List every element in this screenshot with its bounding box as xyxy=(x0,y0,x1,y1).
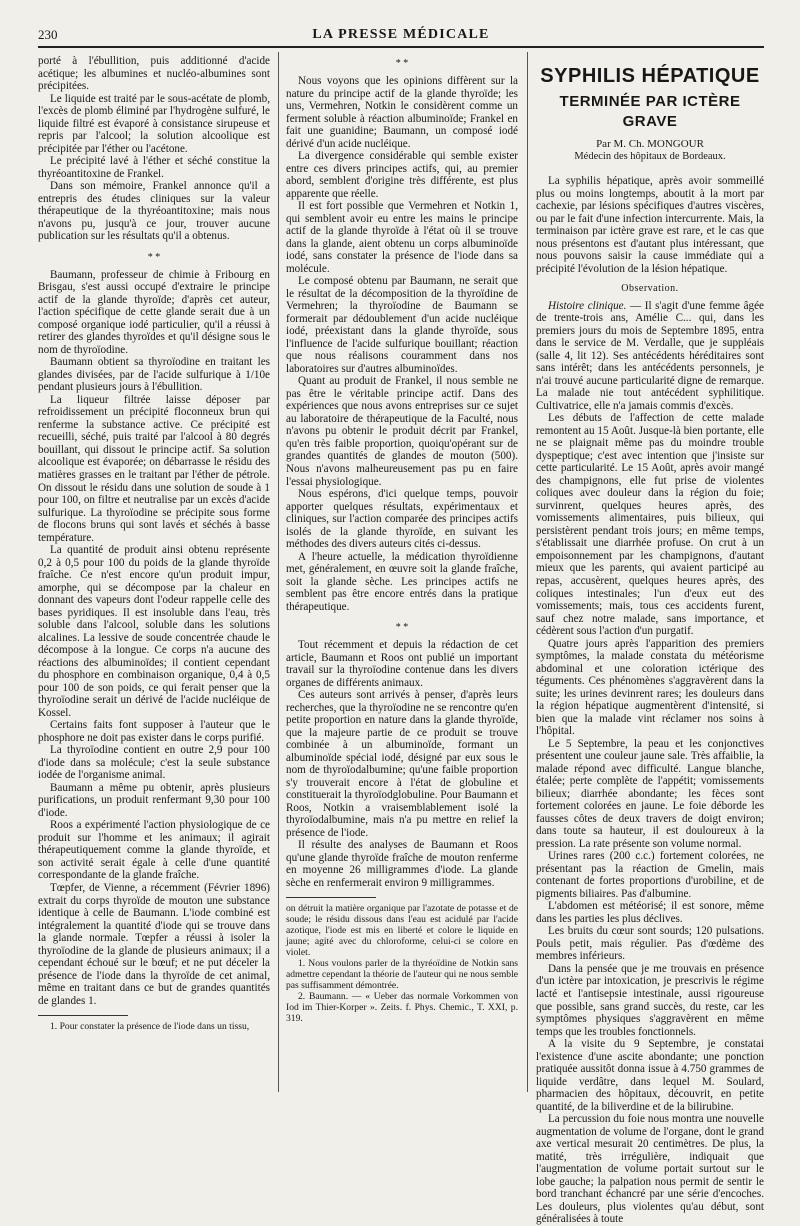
paragraph: Le composé obtenu par Baumann, ne serait que le résultat de la décomposition de la thyroïdine de Vermehren; la thyroïodine de Baumann se formerait par dédoublement d'un acide nucléique iodé, préexistant dans la glande thyroïde, sous l'influence de l'acide sulfurique bouillant; réaction que nous réalisons couramment dans nos laboratoires sur d'autres albuminoïdes. xyxy=(286,275,518,375)
paragraph: porté à l'ébullition, puis additionné d'acide acétique; les albumines et nucléo-albumines sont précipitées. xyxy=(38,55,270,93)
column-2 xyxy=(286,55,518,1024)
paragraph: Le liquide est traité par le sous-acétate de plomb, l'excès de plomb éliminé par l'hydrogène sulfuré, le liquide filtré est évaporé à consistance sirupeuse et repris par l'alcool; la solution alcoolique est précipitée par l'éther ou l'acétone. xyxy=(38,92,270,155)
footnote: on détruit la matière organique par l'azotate de potasse et de soude; le résidu dissous dans l'eau est acidulé par l'acide azotique, l'iode est mis en liberté et colore le liquide en jaune; agité avec du chloroforme, celui-ci se colore en violet. xyxy=(286,903,518,959)
paragraph: La liqueur filtrée laisse déposer par refroidissement un précipité floconneux brun qui renferme la substance active. Ce précipité est recueilli, séché, puis traité par l'alcool à 80 degrés bouillant, qui dissout le principe actif. Sa solution alcoolique est évaporée; on débarrasse le résidu des matières grasses en le traitant par l'éther de pétrole. On dissout le résidu dans une solution de soude à 1 pour 100, on filtre et neutralise par un excès d'acide sulfurique. La thyroïodine se précipite sous forme de flocons bruns qui sont lavés et séchés à basse température. xyxy=(38,393,270,544)
footnote: 1. Nous voulons parler de la thyréoïdine de Notkin sans admettre cependant la théorie de l'auteur qui ne nous semble pas suffisamment démontrée. xyxy=(286,958,518,992)
paragraph xyxy=(536,300,764,413)
author-byline: Par M. Ch. MONGOUR xyxy=(596,138,704,150)
paragraph: Les débuts de l'affection de cette malade remontent au 15 Août. Jusque-là bien portante, elle ne se plaignait même pas du moindre trouble dyspeptique; c'est avec intention que j'insiste sur cette particularité. Le 15 Août, après avoir mangé des champignons, elle fut prise de violentes coliques avec douleur dans la région du foie; survinrent, quelques heures après, des vomissements alimentaires, puis bilieux, qui persistèrent pendant trois jours; en même temps, s'établissait une diarrhée profuse. On crut à un empoisonnement par les champignons, d'autant mieux que les parents, qui avaient participé au repas, accusèrent, quelques heures après, des coliques intestinales; l'un d'eux eut des vomissements; mais, tous ces accidents furent, sauf chez notre malade, sans importance, et cédèrent sous l'action d'un purgatif. xyxy=(536,412,764,638)
footnote: 2. Baumann. — « Ueber das normale Vorkommen von Iod im Thier-Korper ». Zeits. f. Phys. Chemic., T. XXI, p. 319. xyxy=(286,991,518,1025)
footnote-rule xyxy=(38,1015,128,1016)
section-separator: * * xyxy=(395,58,409,69)
histoire-label: Histoire clinique. xyxy=(548,299,627,312)
paragraph: Tout récemment et depuis la rédaction de cet article, Baumann et Roos ont publié un important travail sur la thyroïodine contenue dans les divers organes de différents animaux. xyxy=(286,639,518,689)
observation-heading: Observation. xyxy=(621,283,679,295)
paragraph: Tœpfer, de Vienne, a récemment (Février 1896) extrait du corps thyroïde de mouton une substance identique à celle de Baumann. L'iode combiné est intégralement la quantité d'iode qui se trouve dans la glande normale. Tœpfer a réussi à isoler la thyroïodine de la glande de plusieurs animaux; il a cependant échoué sur le bœuf; et ne put déceler la présence de l'iode dans la thyroïde de cet animal, même en traitant dans ce but de grandes quantités de glandes 1. xyxy=(38,882,270,1007)
paragraph: Nous voyons que les opinions diffèrent sur la nature du principe actif de la glande thyroïde; les uns, Vermehren, Notkin le considèrent comme un ferment soluble à réaction albuminoïde; Frankel en fait une guanidine; Baumann, un composé iodé dérivé d'un acide nucléique. xyxy=(286,75,518,150)
paragraph: Urines rares (200 c.c.) fortement colorées, ne présentant pas la réaction de Gmelin, mais contenant de fortes proportions d'urobiline, et de pigments biliaires. Pas d'albumine. xyxy=(536,850,764,900)
paragraph: Baumann a même pu obtenir, après plusieurs purifications, un produit renfermant 9,30 pour 100 d'iode. xyxy=(38,781,270,819)
section-separator: * * xyxy=(147,251,161,263)
journal-title: LA PRESSE MÉDICALE xyxy=(312,27,490,42)
paragraph: A l'heure actuelle, la médication thyroïdienne met, généralement, en œuvre soit la glande fraîche, soit la glande sèche. Les principes actifs ne semblent pas être encore entrés dans la pratique thérapeutique. xyxy=(286,550,518,613)
paragraph: Roos a expérimenté l'action physiologique de ce produit sur l'homme et les animaux; il agirait thérapeutiquement comme la glande thyroïde, et son activité serait égale à celle d'une quantité correspondante de la glande fraîche. xyxy=(38,819,270,882)
article-subtitle: TERMINÉE PAR ICTÈRE GRAVE xyxy=(559,93,741,130)
paragraph: A la visite du 9 Septembre, je constatai l'existence d'une ascite abondante; une ponction pratiquée aussitôt donna issue à 4.750 grammes de liquide verdâtre, dans lequel M. Soulard, pharmacien des hôpitaux, découvrit, en petite quantité, de la biliverdine et de la bilirubine. xyxy=(536,1038,764,1113)
author-affiliation: Médecin des hôpitaux de Bordeaux. xyxy=(574,151,726,162)
paragraph: Le 5 Septembre, la peau et les conjonctives présentent une couleur jaune sale. Très affaiblie, la malade répond avec difficulté. Langue blanche, étalée; perte complète de l'appétit; vomissements bilieux; diarrhée abondante; les fèces sont fortement colorées en jaune. Le foie déborde les fausses côtes de deux travers de doigt environ; dans toute sa hauteur, il est douloureux à la pression. La rate présente son volume normal. xyxy=(536,737,764,850)
paragraph: Quant au produit de Frankel, il nous semble ne pas être le véritable principe actif. Dans des expériences que nous avons entreprises sur ce sujet au laboratoire de thérapeutique de la Faculté, nous n'avons pu obtenir le produit décrit par Frankel, qu'en très faible proportion, quoiqu'opérant sur de grandes quantités de glandes de mouton (500). Nous n'avons malheureusement pas pu en faire l'essai physiologique. xyxy=(286,375,518,488)
paragraph: L'abdomen est météorisé; il est sonore, même dans les parties les plus déclives. xyxy=(536,900,764,925)
paragraph: Il est fort possible que Vermehren et Notkin 1, qui semblent avoir eu entre les mains le principe actif de la glande thyroïde à l'état où il se trouve dans la glande, aient obtenu un corps albuminoïde iodé, sans constater la présence de l'iode dans sa molécule. xyxy=(286,200,518,275)
paragraph: Il résulte des analyses de Baumann et Roos qu'une glande thyroïde fraîche de mouton renferme en moyenne 26 milligrammes d'iode. La glande sèche en renfermerait environ 9 milligrammes. xyxy=(286,839,518,889)
paragraph: Le précipité lavé à l'éther et séché constitue la thyréoantitoxine de Frankel. xyxy=(38,155,270,180)
paragraph: Certains faits font supposer à l'auteur que le phosphore ne doit pas exister dans le corps purifié. xyxy=(38,719,270,744)
column-divider-1 xyxy=(278,52,279,1092)
paragraph: Ces auteurs sont arrivés à penser, d'après leurs recherches, que la thyroïodine ne se rencontre qu'en petite proportion en nature dans la glande thyroïde, que la majeure partie de ce produit se trouve combinée à un albuminoïde, formant un albuminoïde spécial iodé, désigné par eux sous le nom de thyroïodalbumine; qu'une faible proportion s'y trouverait encore à l'état de globuline et constituerait la thyroïodglobuline. Pour Baumann et Roos, Notkin a vraisemblablement isolé la thyroïodalbumine, mais n'a pu mettre en relief la présence de l'iode. xyxy=(286,689,518,839)
article-title: SYPHILIS HÉPATIQUE xyxy=(540,65,760,87)
column-3 xyxy=(536,62,764,1226)
paragraph: Baumann obtient sa thyroïodine en traitant les glandes divisées, par de l'acide sulfurique à 1/10e pendant plusieurs jours à l'ébullition. xyxy=(38,356,270,394)
paragraph: La thyroïodine contient en outre 2,9 pour 100 d'iode dans sa molécule; c'est la seule substance iodée de l'organisme animal. xyxy=(38,744,270,782)
page-number: 230 xyxy=(38,27,58,42)
paragraph: Dans la pensée que je me trouvais en présence d'un ictère par intoxication, je prescrivis le régime lacté et l'antisepsie intestinale, aussi rigoureuse que possible, sans grand succès, du reste, car les symptômes physiques s'aggravèrent en même temps que les troubles fonctionnels. xyxy=(536,962,764,1038)
footnote: 1. Pour constater la présence de l'iode dans un tissu, xyxy=(50,1021,250,1033)
footnote-rule xyxy=(286,897,376,898)
paragraph: La quantité de produit ainsi obtenu représente 0,2 à 0,5 pour 100 du poids de la glande thyroïde fraîche. Ce n'est encore qu'un produit impur, amorphe, qui se décompose par la chaleur en donnant des vapeurs dont l'odeur rappelle celle des bases pyridiques. Il est insoluble dans l'eau, très soluble dans l'alcool, soluble dans les solutions alcalines. La lessive de soude concentrée chaude le décompose à la longue. Ce corps n'a aucune des réactions des albuminoïdes; il contient cependant du phosphore en combinaison organique, 0,4 à 0,5 pour 100 de son poids, ce qui ferait penser que la thyroïodine serait un dérivé de l'acide nucléique de Kossel. xyxy=(38,544,270,719)
section-separator: * * xyxy=(395,622,409,634)
paragraph: Nous espérons, d'ici quelque temps, pouvoir apporter quelques résultats, expérimentaux et cliniques, sur l'action comparée des principes actifs isolés de la glande thyroïde, en suivant les méthodes des divers auteurs cités ci-dessus. xyxy=(286,488,518,551)
paragraph: Baumann, professeur de chimie à Fribourg en Brisgau, s'est aussi occupé d'extraire le principe actif de la glande thyroïde; d'après cet auteur, l'action spécifique de cette glande serait due à un composé organique iodé particulier, qu'il a réussi à retirer des glandes thyroïdes et qu'il désigne sous le nom de thyroïodine. xyxy=(38,268,270,356)
paragraph: Dans son mémoire, Frankel annonce qu'il a entrepris des études cliniques sur la valeur thérapeutique de la thyréoantitoxine; mais nous n'avons pu, jusqu'à ce jour, trouver aucune publication sur les résultats qu'il a obtenus. xyxy=(38,180,270,243)
paragraph: Les bruits du cœur sont sourds; 120 pulsations. Pouls petit, mais régulier. Pas d'œdème des membres inférieurs. xyxy=(536,925,764,963)
paragraph: La syphilis hépatique, après avoir sommeillé plus ou moins longtemps, aboutit à la mort par cachexie, par lésions spécifiques d'autres viscères, ou par le fait d'une infection intercurrente. Mais, la terminaison par ictère grave est rare, et le cas que nous présentons est d'autant plus intéressant, que nous pouvons saisir la cause immédiate qui a précipité l'évolution de la lésion hépatique. xyxy=(536,175,764,275)
paragraph-text: — Il s'agit d'une femme âgée de trente-trois ans, Amélie C... qui, dans les premiers jours du mois de Septembre 1895, entra dans le service de M. Verdalle, que je suppléais (salle 4, lit 12). Ses antécédents héréditaires sont sans intérêt; dans les antécédents personnels, je n'ai trouvé aucune particularité digne de remarque. La malade nie tout antécédent syphilitique. Cultivatrice, elle n'a jamais commis d'excès. xyxy=(536,299,765,412)
column-1 xyxy=(38,55,270,1032)
header-rule xyxy=(38,46,764,48)
page-header xyxy=(38,27,764,45)
paragraph: La percussion du foie nous montra une nouvelle augmentation de volume de l'organe, dont le grand axe vertical mesurait 20 centimètres. De plus, la matité, très irrégulière, indiquait que l'augmentation de volume portait surtout sur le lobe gauche; la palpation nous permit de sentir le bord tranchant échancré par une série d'encoches. Les douleurs, plus violentes qu'au début, sont généralisées à toute xyxy=(536,1113,764,1226)
column-divider-2 xyxy=(527,52,528,1092)
paragraph: La divergence considérable qui semble exister entre ces divers principes actifs, qui, au premier abord, semblent d'origine très différente, est plus apparente que réelle. xyxy=(286,150,518,200)
paragraph: Quatre jours après l'apparition des premiers symptômes, la malade constata du météorisme abdominal et une coloration ictérique des téguments. Ces phénomènes s'aggravèrent dans la suite; les urines devinrent rares; les douleurs dans la région hépatique augmentèrent d'intensité, si bien que la malade vint réclamer nos soins à l'hôpital. xyxy=(536,637,764,738)
